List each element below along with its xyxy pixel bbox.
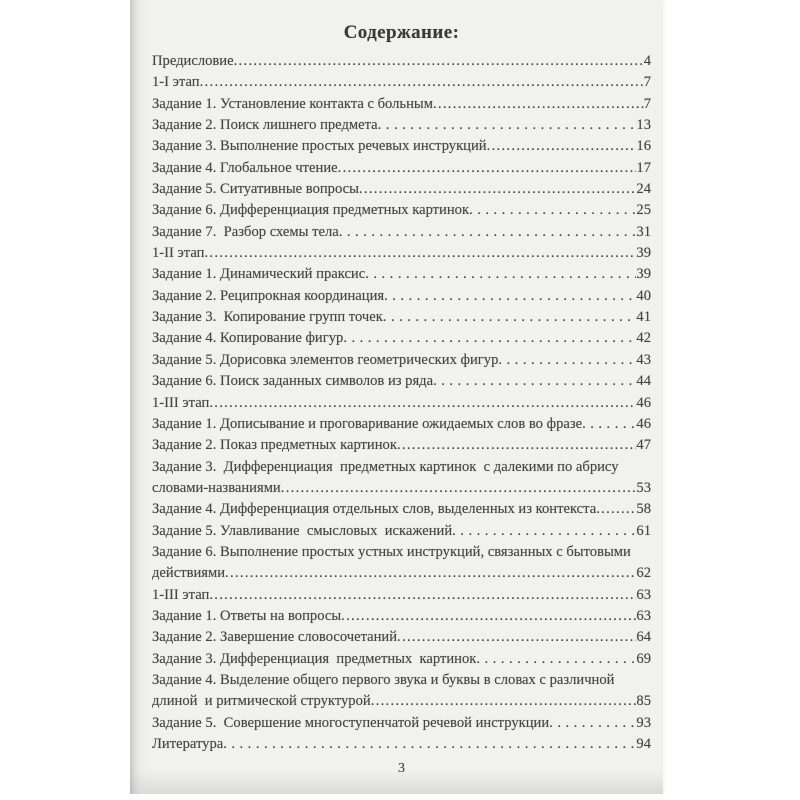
toc-row: [152, 478, 651, 499]
toc-entry-label: Задание 2. Показ предметных картинок: [152, 437, 397, 454]
toc-entry-label: Задание 7. Разбор схемы тела: [152, 223, 339, 240]
toc-row: [152, 606, 651, 627]
toc-dot-leader: [339, 222, 637, 243]
toc-row: [152, 649, 651, 670]
toc-entry-page-number: 39: [636, 266, 651, 283]
toc-dot-leader: [476, 649, 636, 670]
toc-entry-label: Задание 1. Дописывание и проговаривание ожидаемых слов во фразе: [152, 415, 583, 432]
toc-entry-label: Литература: [152, 736, 224, 752]
toc-entry-label: Задание 1. Ответы на вопросы: [152, 607, 342, 624]
toc-dot-leader: [209, 585, 636, 606]
toc-entry-page-number: 94: [636, 736, 651, 752]
toc-entry-page-number: 39: [636, 245, 651, 262]
toc-entry-page-number: 7: [643, 74, 651, 91]
toc-entry-page-number: 93: [636, 714, 651, 731]
toc-row: [152, 179, 651, 200]
toc-row: [152, 585, 651, 606]
toc-entry-page-number: 31: [636, 223, 651, 240]
toc-dot-leader: [359, 179, 636, 200]
toc-row: [152, 670, 651, 691]
toc-row: [152, 457, 651, 478]
toc-dot-leader: [433, 94, 644, 115]
toc-entry-page-number: 16: [636, 138, 651, 155]
toc-dot-leader: [365, 264, 636, 285]
toc-entry-page-number: 42: [636, 330, 651, 347]
toc-entry-page-number: 63: [636, 586, 651, 603]
toc-dot-leader: [582, 414, 636, 435]
toc-row: [152, 307, 651, 328]
toc-row: [152, 328, 651, 349]
toc-entry-label: Задание 2. Завершение словосочетаний: [152, 629, 398, 646]
toc-dot-leader: [223, 734, 636, 755]
toc-row: [152, 521, 651, 542]
toc-dot-leader: [549, 713, 636, 734]
toc-dot-leader: [383, 307, 637, 328]
toc-entry-label: Задание 2. Реципрокная координация: [152, 287, 385, 304]
toc-dot-leader: [397, 435, 636, 456]
toc-entry-page-number: 62: [636, 565, 651, 582]
toc-dot-leader: [397, 627, 636, 648]
toc-entry-label: Задание 3. Дифференциация предметных картинок с далекими по абрису: [152, 458, 619, 475]
toc-entry-label: Задание 4. Копирование фигур: [152, 330, 344, 347]
toc-row: [152, 72, 651, 93]
toc-entry-label: 1-III этап: [152, 394, 210, 411]
toc-entry-label: Задание 3. Выполнение простых речевых инструкций: [152, 138, 487, 155]
toc-row: [152, 94, 651, 115]
toc-row: [152, 200, 651, 221]
toc-entry-page-number: 43: [636, 351, 651, 368]
toc-dot-leader: [338, 158, 637, 179]
toc-entry-label: Задание 1. Динамический праксис: [152, 266, 366, 283]
toc-list: [152, 51, 651, 755]
page-content: [152, 20, 651, 777]
toc-entry-label: Задание 5. Дорисовка элементов геометрических фигур: [152, 351, 499, 368]
toc-dot-leader: [433, 371, 636, 392]
toc-entry-label: Задание 3. Копирование групп точек: [152, 309, 383, 326]
toc-entry-page-number: 61: [636, 522, 651, 539]
toc-entry-label: Задание 6. Выполнение простых устных инструкций, связанных с бытовыми: [152, 543, 631, 560]
toc-dot-leader: [452, 521, 636, 542]
toc-row: [152, 243, 651, 264]
toc-entry-label: Задание 5. Улавливание смысловых искажений: [152, 522, 453, 539]
toc-entry-label: Задание 6. Дифференциация предметных картинок: [152, 202, 470, 219]
toc-entry-label: 1-II этап: [152, 245, 205, 262]
toc-entry-label: длиной и ритмической структурой: [152, 693, 371, 710]
toc-entry-page-number: 17: [636, 159, 651, 176]
toc-row: [152, 51, 651, 72]
toc-entry-page-number: 44: [636, 373, 651, 390]
page-title: Содержание:: [343, 22, 460, 43]
toc-entry-label: Задание 4. Дифференциация отдельных слов, выделенных из контекста: [152, 501, 597, 518]
toc-row: [152, 222, 651, 243]
toc-entry-page-number: 25: [636, 202, 651, 219]
book-page: [130, 0, 663, 794]
toc-dot-leader: [234, 51, 644, 72]
toc-row: [152, 350, 651, 371]
toc-entry-label: 1-III этап: [152, 586, 210, 603]
toc-dot-leader: [341, 606, 636, 627]
toc-row: [152, 414, 651, 435]
toc-entry-label: Задание 5. Ситуативные вопросы: [152, 181, 359, 198]
toc-row: [152, 734, 651, 755]
toc-entry-page-number: 47: [636, 437, 651, 454]
toc-dot-leader: [498, 350, 636, 371]
toc-entry-label: 1-I этап: [152, 74, 200, 91]
toc-entry-label: Предисловие: [152, 53, 234, 69]
toc-row: [152, 393, 651, 414]
toc-entry-page-number: 69: [636, 650, 651, 667]
toc-dot-leader: [596, 499, 636, 520]
toc-entry-page-number: 4: [643, 53, 651, 69]
toc-row: [152, 691, 651, 712]
toc-row: [152, 627, 651, 648]
toc-row: [152, 264, 651, 285]
toc-dot-leader: [281, 478, 637, 499]
toc-entry-label: действиями: [152, 565, 226, 582]
toc-dot-leader: [469, 200, 636, 221]
toc-entry-page-number: 13: [636, 117, 651, 134]
toc-entry-label: словами-названиями: [152, 479, 281, 496]
toc-dot-leader: [378, 115, 637, 136]
toc-entry-label: Задание 4. Выделение общего первого звука и буквы в словах с различной: [152, 671, 615, 688]
toc-dot-leader: [204, 243, 636, 264]
toc-row: [152, 286, 651, 307]
toc-entry-page-number: 53: [636, 479, 651, 496]
toc-dot-leader: [487, 136, 637, 157]
toc-entry-page-number: 64: [636, 629, 651, 646]
toc-row: [152, 115, 651, 136]
toc-dot-leader: [209, 393, 636, 414]
toc-dot-leader: [225, 563, 636, 584]
footer-page-number: 3: [398, 761, 405, 777]
toc-dot-leader: [200, 72, 644, 93]
toc-entry-page-number: 85: [636, 693, 651, 710]
toc-entry-page-number: 58: [636, 501, 651, 518]
toc-dot-leader: [384, 286, 636, 307]
toc-dot-leader: [371, 691, 637, 712]
toc-dot-leader: [343, 328, 636, 349]
toc-entry-label: Задание 4. Глобальное чтение: [152, 159, 338, 176]
toc-entry-label: Задание 3. Дифференциация предметных картинок: [152, 650, 477, 667]
toc-row: [152, 371, 651, 392]
toc-row: [152, 499, 651, 520]
toc-entry-label: Задание 5. Совершение многоступенчатой речевой инструкции: [152, 714, 550, 731]
toc-row: [152, 136, 651, 157]
toc-row: [152, 542, 651, 563]
toc-row: [152, 158, 651, 179]
toc-row: [152, 563, 651, 584]
toc-entry-page-number: 40: [636, 287, 651, 304]
toc-entry-page-number: 24: [636, 181, 651, 198]
toc-entry-page-number: 41: [636, 309, 651, 326]
toc-row: [152, 435, 651, 456]
toc-entry-page-number: 46: [636, 394, 651, 411]
toc-entry-label: Задание 6. Поиск заданных символов из ряда: [152, 373, 434, 390]
toc-entry-page-number: 7: [643, 95, 651, 112]
toc-row: [152, 713, 651, 734]
toc-entry-page-number: 46: [636, 415, 651, 432]
toc-entry-label: Задание 2. Поиск лишнего предмета: [152, 117, 378, 134]
toc-entry-page-number: 63: [636, 607, 651, 624]
toc-entry-label: Задание 1. Установление контакта с больным: [152, 95, 433, 112]
